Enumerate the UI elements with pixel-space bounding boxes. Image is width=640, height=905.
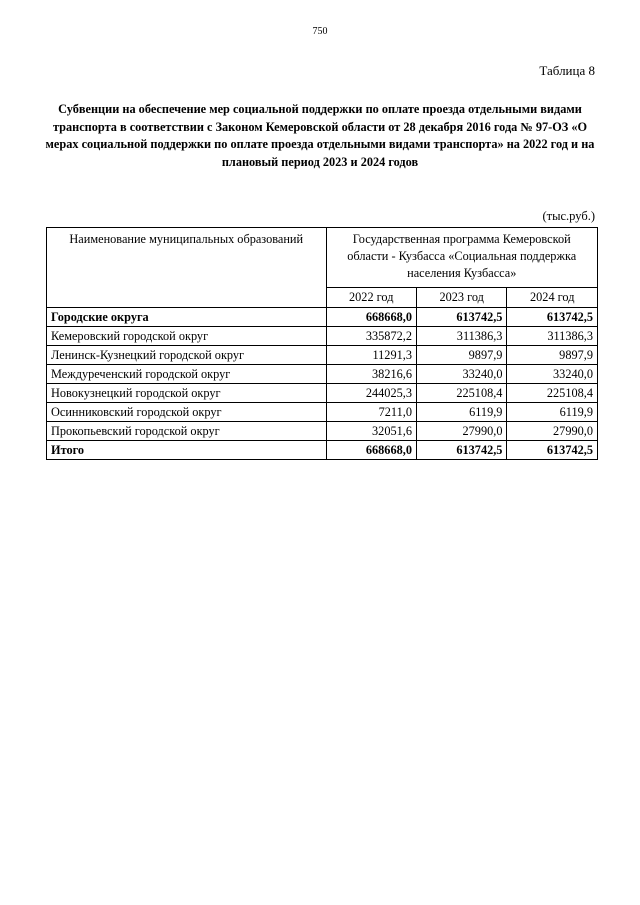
table-row bbox=[47, 403, 598, 422]
table-row bbox=[47, 327, 598, 346]
value-2022-cell: 668668,0 bbox=[326, 441, 416, 460]
municipality-name-cell: Прокопьевский городской округ bbox=[47, 422, 327, 441]
value-2024-cell: 33240,0 bbox=[507, 365, 598, 384]
value-2022-cell: 11291,3 bbox=[326, 346, 416, 365]
value-2023-cell: 9897,9 bbox=[416, 346, 506, 365]
municipality-name-cell: Осинниковский городской округ bbox=[47, 403, 327, 422]
value-2024-cell: 613742,5 bbox=[507, 308, 598, 327]
table-row bbox=[47, 308, 598, 327]
value-2023-cell: 613742,5 bbox=[416, 308, 506, 327]
value-2022-cell: 32051,6 bbox=[326, 422, 416, 441]
municipality-name-cell: Городские округа bbox=[47, 308, 327, 327]
value-2024-cell: 27990,0 bbox=[507, 422, 598, 441]
value-2024-cell: 6119,9 bbox=[507, 403, 598, 422]
value-2022-cell: 335872,2 bbox=[326, 327, 416, 346]
value-2022-cell: 7211,0 bbox=[326, 403, 416, 422]
page-number: 750 bbox=[312, 26, 328, 37]
municipality-name-cell: Междуреченский городской округ bbox=[47, 365, 327, 384]
table-row bbox=[47, 422, 598, 441]
value-2024-cell: 9897,9 bbox=[507, 346, 598, 365]
table-row bbox=[47, 365, 598, 384]
value-2023-cell: 225108,4 bbox=[416, 384, 506, 403]
units-label: (тыс.руб.) bbox=[542, 209, 595, 223]
municipality-name-cell: Ленинск-Кузнецкий городской округ bbox=[47, 346, 327, 365]
year-header-2024: 2024 год bbox=[507, 288, 598, 308]
document-title: Субвенции на обеспечение мер социальной поддержки по оплате проезда отдельными видами транспорта в соответствии с Законом Кемеровской области от 28 декабря 2016 года № 97-ОЗ «О мерах социальной поддержки по оплате проезда отдельными видами транспорта» на 2022 год и на плановый период 2023 и 2024 годов bbox=[45, 102, 595, 169]
value-2024-cell: 225108,4 bbox=[507, 384, 598, 403]
value-2022-cell: 244025,3 bbox=[326, 384, 416, 403]
value-2024-cell: 311386,3 bbox=[507, 327, 598, 346]
value-2023-cell: 27990,0 bbox=[416, 422, 506, 441]
table-body bbox=[47, 308, 598, 460]
value-2023-cell: 6119,9 bbox=[416, 403, 506, 422]
municipality-column-header: Наименование муниципальных образований bbox=[47, 228, 327, 308]
table-header-row bbox=[47, 228, 598, 288]
value-2022-cell: 668668,0 bbox=[326, 308, 416, 327]
value-2022-cell: 38216,6 bbox=[326, 365, 416, 384]
table-row bbox=[47, 441, 598, 460]
value-2024-cell: 613742,5 bbox=[507, 441, 598, 460]
value-2023-cell: 33240,0 bbox=[416, 365, 506, 384]
table-row bbox=[47, 384, 598, 403]
value-2023-cell: 311386,3 bbox=[416, 327, 506, 346]
municipality-name-cell: Итого bbox=[47, 441, 327, 460]
municipality-name-cell: Новокузнецкий городской округ bbox=[47, 384, 327, 403]
subvention-table bbox=[46, 227, 598, 460]
year-header-2023: 2023 год bbox=[416, 288, 506, 308]
table-row bbox=[47, 346, 598, 365]
value-2023-cell: 613742,5 bbox=[416, 441, 506, 460]
municipality-name-cell: Кемеровский городской округ bbox=[47, 327, 327, 346]
table-label: Таблица 8 bbox=[539, 63, 595, 78]
year-header-2022: 2022 год bbox=[326, 288, 416, 308]
program-column-header: Государственная программа Кемеровской области - Кузбасса «Социальная поддержка населения Кузбасса» bbox=[326, 228, 598, 288]
